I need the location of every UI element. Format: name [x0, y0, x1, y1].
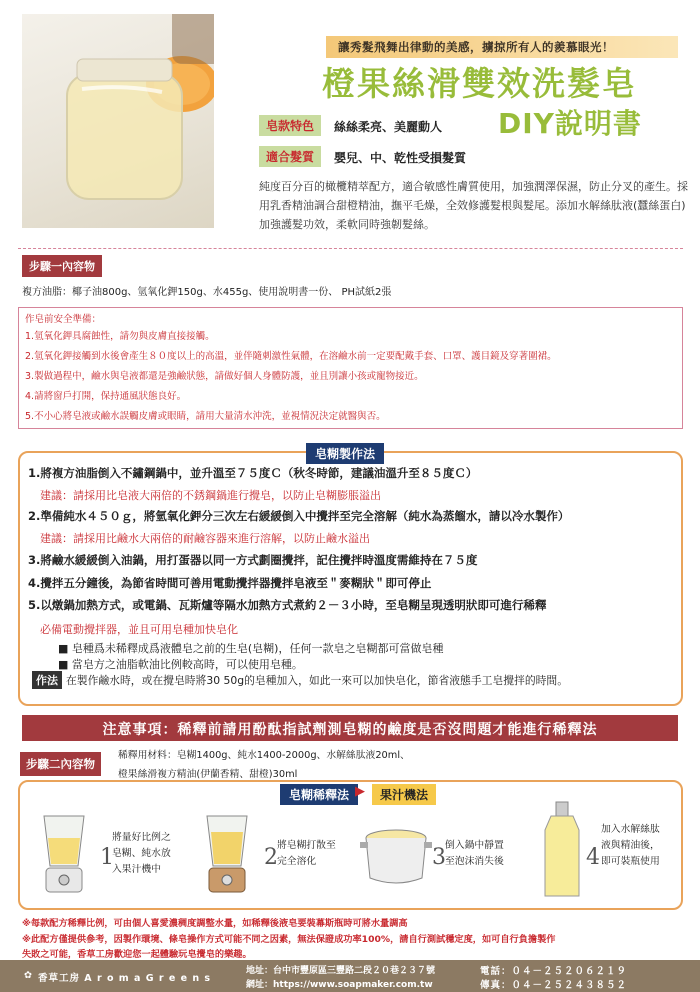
jar-illustration: [22, 14, 214, 228]
footnote: ※每款配方稀釋比例，可由個人喜愛濃稠度調整水量，如稀釋後液皂要裝幕斯瓶時可將水量調高: [22, 918, 408, 929]
method-step-2: 2.準備純水４５０ｇ，將氫氧化鉀分三次左右緩緩倒入中攪拌至完全溶解（純水為蒸餾水，請以冷水製作）: [28, 509, 570, 523]
instruction-number: 2: [264, 845, 278, 870]
suitable-hair-label: 適合髮質: [259, 146, 321, 167]
divider: [18, 248, 683, 249]
bullet-text: 當皂方之油脂軟油比例較高時，可以使用皂種。: [71, 658, 303, 671]
footnote: 失敗之可能，香草工房歡迎您一起體驗玩皂攪皂的樂趣。: [22, 949, 252, 960]
instruction-number: 1: [100, 845, 114, 870]
safety-heading: 作皂前安全準備：: [25, 314, 102, 325]
method-step-1: 1.將複方油脂倒入不鏽鋼鍋中，並升溫至７５度Ｃ（秋冬時節，建議油溫升至８５度Ｃ）: [28, 466, 478, 480]
footer-website[interactable]: 網址：https://www.soapmaker.com.tw: [246, 980, 433, 990]
safety-item: 2.氫氧化鉀接觸到水後會產生８０度以上的高溫，並伴隨刺激性氣體，在溶鹼水前一定要配戴手套、口罩、護目鏡及穿著圍裙。: [25, 351, 557, 362]
step2-label: 步驟二內容物: [20, 752, 101, 776]
pot-icon: [360, 820, 432, 890]
method-advice-2: 建議：請採用比鹼水大兩倍的耐鹼容器來進行溶解，以防止鹼水溢出: [40, 532, 370, 545]
step1-materials: 複方油脂：椰子油800g、氫氧化鉀150g、水455g、使用說明書一份、 PH試紙2張: [22, 287, 392, 298]
safety-item: 1.氫氧化鉀具腐蝕性，請勿與皮膚直接接觸。: [25, 331, 215, 342]
features-value: 絲絲柔亮、美麗動人: [334, 120, 443, 134]
instruction-number: 4: [586, 845, 600, 870]
intro-paragraph: 純度百分百的橄欖精萃配方，適合敏感性膚質使用，加強潤澤保濕，防止分叉的產生。採用乳香精油調合甜橙精油，撫平毛燥，全效修護髮根與髮尾。添加水解絲肽液(蠶絲蛋白)加強護髮功效，柔軟同時強韌髮絲。: [259, 180, 688, 231]
tip-label: 作法: [32, 671, 62, 689]
step1-label: 步驟一內容物: [22, 255, 102, 277]
blender-mixing-icon: [193, 808, 261, 898]
tip-text: 在製作鹼水時，或在攪皂時將30 50g的皂種加入，如此一來可以加快皂化，節省液態手工皂攪拌的時間。: [66, 674, 569, 687]
footer-address: 地址：台中市豐原區三豐路二段２０巷２３７號: [246, 966, 436, 976]
safety-box: [18, 307, 683, 429]
method-step-5: 5.以燉鍋加熱方式，或電鍋、瓦斯爐等隔水加熱方式煮約２－３小時，至皂糊呈現透明狀即可進行稀釋: [28, 598, 547, 612]
slogan-banner: 讓秀髮飛舞出律動的美感，擄掠所有人的羨慕眼光！: [326, 36, 678, 58]
page-subtitle: DIY說明書: [498, 107, 642, 140]
footer-fax: 傳真：０４－２５２４３８５２: [480, 980, 628, 991]
instruction-text: 將量好比例之 皂糊、純水放 入果汁機中: [112, 832, 171, 875]
step2-materials-1: 稀釋用材料：皂糊1400g、純水1400-2000g、水解絲肽液20ml、: [118, 750, 410, 761]
bullet-item: ■ 皂種爲未稀釋成爲液體皂之前的生皂(皂糊)，任何一款皂之皂糊都可當做皂種: [58, 642, 444, 655]
method-advice-1: 建議：請採用比皂液大兩倍的不銹鋼鍋進行攪皂，以防止皂糊膨脹溢出: [40, 489, 381, 502]
instruction-number: 3: [432, 845, 446, 870]
leaf-icon: ✿: [24, 970, 32, 981]
instruction-text: 將皂糊打散至 完全溶化: [277, 840, 336, 867]
page-title: 橙果絲滑雙效洗髮皂: [322, 64, 637, 103]
brand-name: 香草工房 A r o m a G r e e n s: [38, 973, 212, 984]
method-badge: 皂糊製作法: [306, 443, 384, 464]
dilution-badge: 皂糊稀釋法: [280, 784, 358, 805]
bullet-item: ■ 當皂方之油脂軟油比例較高時，可以使用皂種。: [58, 658, 303, 671]
notice-banner: 注意事項：稀釋前請用酚酞指試劑測皂糊的鹼度是否沒問題才能進行稀釋法: [22, 715, 678, 741]
bottle-icon: [535, 800, 590, 900]
footer-phone: 電話：０４－２５２０６２１９: [480, 966, 628, 977]
blender-icon: [30, 808, 98, 898]
instruction-text: 倒入鍋中靜置 至泡沫消失後: [445, 840, 504, 867]
heat-note: 必備電動攪拌器，並且可用皂種加快皂化: [40, 623, 238, 636]
juicer-method-badge: 果汁機法: [372, 784, 436, 805]
arrow-right-icon: ▶: [355, 784, 365, 799]
step2-materials-2: 橙果絲滑複方精油(伊蘭香精、甜橙)30ml: [118, 769, 298, 780]
safety-item: 3.製做過程中，鹼水與皂液都還是強鹼狀態，請做好個人身體防護，並且別讓小孩或寵物接近。: [25, 371, 424, 382]
bullet-text: 皂種爲未稀釋成爲液體皂之前的生皂(皂糊)，任何一款皂之皂糊都可當做皂種: [71, 642, 444, 655]
method-step-3: 3.將鹼水緩緩倒入油鍋，用打蛋器以同一方式劃圈攪拌，記住攪拌時溫度需維持在７５度: [28, 553, 478, 567]
safety-item: 4.請將窗戶打開，保持通風狀態良好。: [25, 391, 187, 402]
product-photo: [22, 14, 214, 228]
suitable-hair-value: 嬰兒、中、乾性受損髮質: [334, 151, 467, 165]
footnote: ※此配方僅提供參考，因製作環境、條皂操作方式可能不同之因素，無法保證成功率100%，請自行測試穩定度，如可自行負擔製作: [22, 934, 556, 945]
features-label: 皂款特色: [259, 115, 321, 136]
safety-item: 5.不小心將皂液或鹼水誤觸皮膚或眼睛，請用大量清水沖洗，並視情況決定就醫與否。: [25, 411, 386, 422]
method-step-4: 4.攪拌五分鐘後，為節省時間可善用電動攪拌器攪拌皂液至＂麥糊狀＂即可停止: [28, 576, 432, 590]
instruction-text: 加入水解絲肽 液與精油後， 即可裝瓶使用: [601, 824, 660, 867]
